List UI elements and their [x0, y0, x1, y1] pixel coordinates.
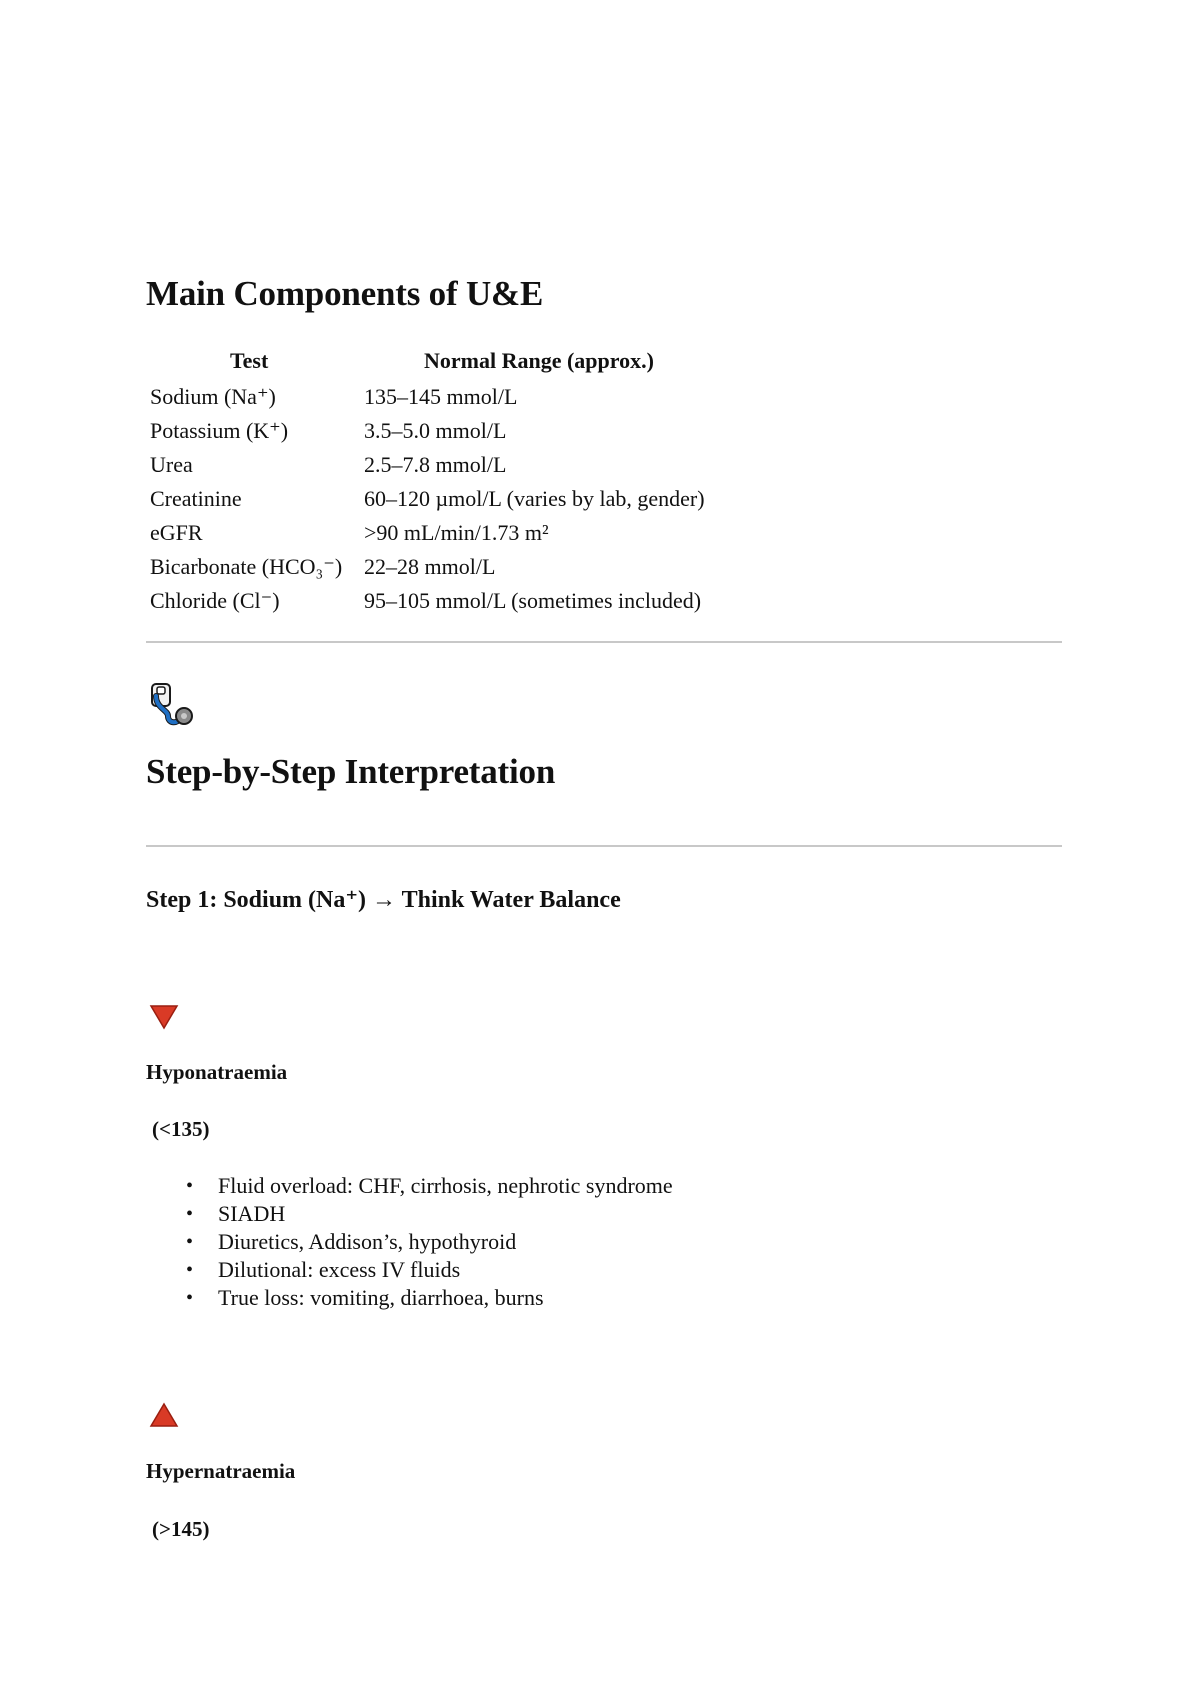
table-cell-test: eGFR	[150, 520, 203, 545]
section-divider	[146, 845, 1062, 847]
up-triangle-icon	[149, 1402, 179, 1433]
table-cell-range: 22–28 mmol/L	[364, 554, 496, 579]
table-cell-test: Urea	[150, 452, 193, 477]
hyponatraemia-causes-list	[146, 1172, 673, 1312]
table-cell-range: 95–105 mmol/L (sometimes included)	[364, 588, 702, 613]
table-cell-range: >90 mL/min/1.73 m²	[364, 520, 549, 545]
list-item: • True loss: vomiting, diarrhoea, burns	[146, 1284, 673, 1312]
stethoscope-icon	[148, 680, 196, 733]
list-item: • Dilutional: excess IV fluids	[146, 1256, 673, 1284]
list-item: • Diuretics, Addison’s, hypothyroid	[146, 1228, 673, 1256]
table-header-test: Test	[230, 348, 269, 373]
hypernatraemia-range: (>145)	[152, 1517, 210, 1541]
hyponatraemia-range: (<135)	[152, 1117, 210, 1141]
list-item: • SIADH	[146, 1200, 673, 1228]
table-header-normal-range: Normal Range (approx.)	[424, 348, 654, 373]
table-cell-range: 60–120 µmol/L (varies by lab, gender)	[364, 486, 705, 511]
down-triangle-icon	[149, 1004, 179, 1035]
table-cell-test: Bicarbonate (HCO₃⁻)	[150, 554, 343, 579]
list-item: • Fluid overload: CHF, cirrhosis, nephrotic syndrome	[146, 1172, 673, 1200]
section-title-main-components: Main Components of U&E	[146, 274, 544, 313]
table-cell-test: Creatinine	[150, 486, 242, 511]
section-divider	[146, 641, 1062, 643]
section-title-interpretation: Step-by-Step Interpretation	[146, 752, 556, 791]
step-heading: Step 1: Sodium (Na⁺) → Think Water Balance	[146, 887, 621, 913]
table-cell-test: Sodium (Na⁺)	[150, 384, 276, 409]
table-cell-range: 135–145 mmol/L	[364, 384, 518, 409]
hyponatraemia-title: Hyponatraemia	[146, 1060, 288, 1084]
table-cell-test: Chloride (Cl⁻)	[150, 588, 280, 613]
table-cell-test: Potassium (K⁺)	[150, 418, 289, 443]
table-cell-range: 3.5–5.0 mmol/L	[364, 418, 507, 443]
table-cell-range: 2.5–7.8 mmol/L	[364, 452, 507, 477]
hypernatraemia-title: Hypernatraemia	[146, 1459, 296, 1483]
